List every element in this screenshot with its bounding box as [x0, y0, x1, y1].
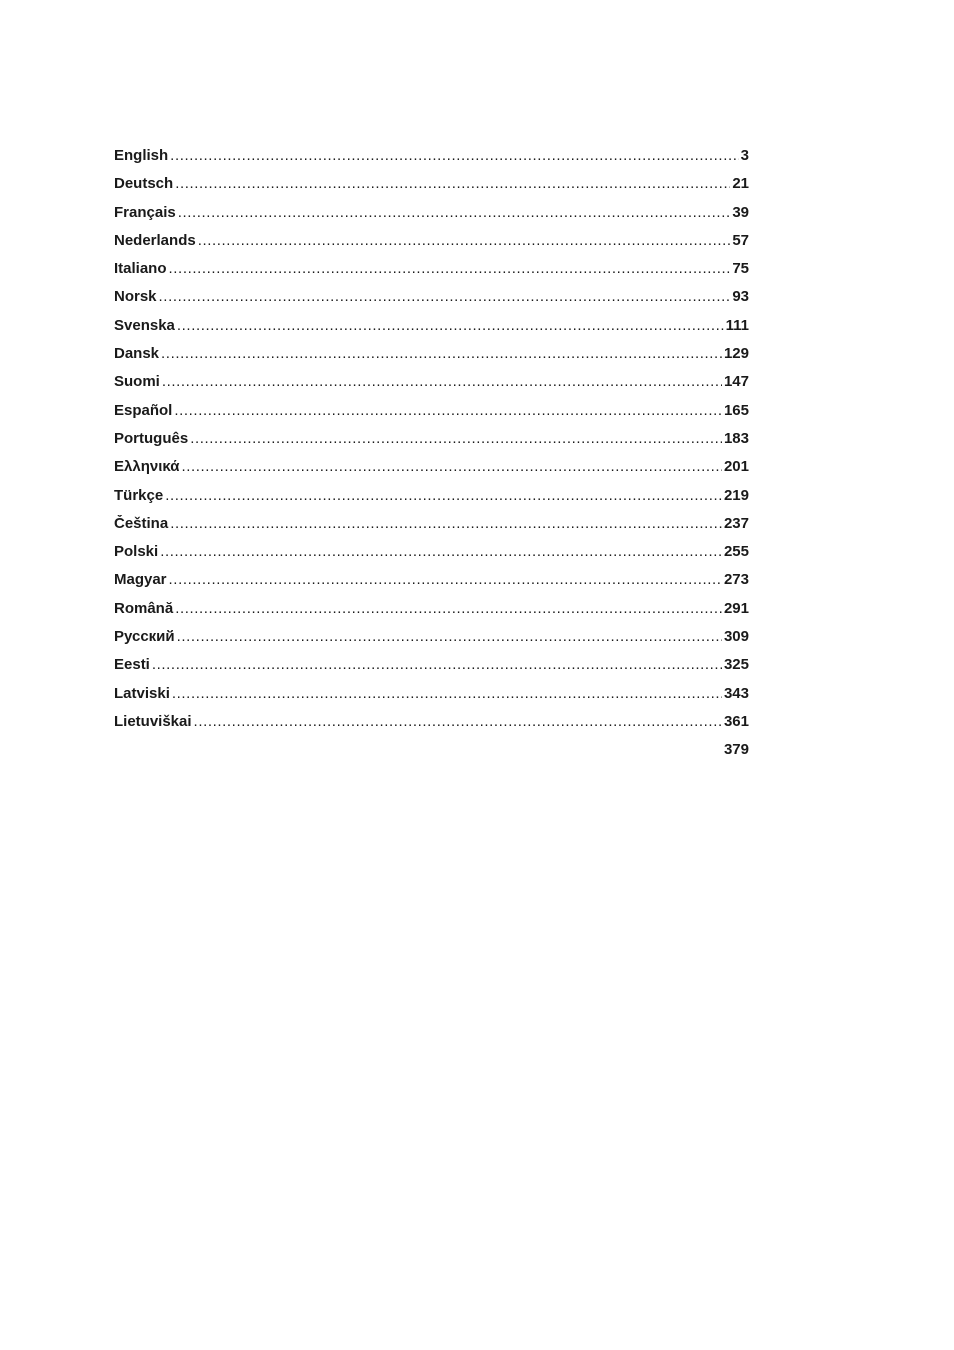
toc-entry-deutsch[interactable]: [114, 175, 749, 203]
toc-entry-page: 237: [723, 514, 749, 532]
toc-entry-page: 219: [723, 486, 749, 504]
toc-entry-page: 325: [723, 656, 749, 674]
toc-entry-page: 147: [723, 373, 749, 391]
toc-entry-label: English: [114, 147, 169, 164]
toc-entry-label: Русский: [114, 628, 175, 646]
toc-leader-dots: [165, 487, 722, 504]
toc-entry-page: 201: [723, 458, 749, 476]
toc-leader-dots: [175, 600, 722, 617]
toc-entry-greek[interactable]: [114, 458, 749, 486]
toc-leader-dots: [160, 543, 722, 560]
toc-entry-label: Suomi: [114, 373, 160, 391]
toc-entry-polski[interactable]: [114, 543, 749, 571]
toc-entry-turkce[interactable]: [114, 487, 749, 515]
toc-entry-label: Lietuviškai: [114, 712, 192, 730]
table-of-contents: [114, 147, 749, 770]
toc-leader-dots: [161, 345, 722, 362]
toc-leader-dots: [175, 175, 730, 192]
toc-entry-english[interactable]: [114, 147, 749, 175]
toc-leader-dots: [169, 571, 722, 588]
toc-entry-label: Français: [114, 203, 176, 221]
toc-entry-francais[interactable]: [114, 204, 749, 232]
toc-leader-dots: [177, 317, 724, 334]
toc-entry-page: 183: [723, 429, 749, 447]
toc-leader-dots: [194, 713, 722, 730]
toc-leader-dots: [159, 288, 731, 305]
toc-entry-label: Svenska: [114, 316, 175, 334]
toc-leader-dots: [181, 458, 722, 475]
toc-leader-dots: [169, 260, 731, 277]
toc-entry-label: Ελληνικά: [114, 458, 180, 476]
toc-entry-page: 129: [723, 345, 749, 363]
toc-leader-dots: [172, 685, 722, 702]
toc-entry-label: Română: [114, 599, 174, 617]
toc-entry-page: 75: [732, 260, 749, 278]
toc-entry-label: Magyar: [114, 571, 167, 589]
toc-entry-label: Nederlands: [114, 231, 196, 249]
toc-entry-page: 3: [740, 147, 749, 164]
toc-entry-cestina[interactable]: [114, 515, 749, 543]
toc-entry-magyar[interactable]: [114, 571, 749, 599]
toc-entry-eesti[interactable]: [114, 656, 749, 684]
toc-entry-romana[interactable]: [114, 600, 749, 628]
toc-entry-label: Dansk: [114, 345, 160, 363]
toc-entry-page: 291: [723, 599, 749, 617]
toc-entry-page: 93: [732, 288, 749, 306]
toc-leader-dots: [178, 204, 731, 221]
toc-entry-norsk[interactable]: [114, 288, 749, 316]
toc-entry-russian[interactable]: [114, 628, 749, 656]
toc-leader-dots: [198, 232, 731, 249]
toc-entry-italiano[interactable]: [114, 260, 749, 288]
toc-leader-dots: [177, 628, 722, 645]
toc-entry-dansk[interactable]: [114, 345, 749, 373]
toc-entry-espanol[interactable]: [114, 402, 749, 430]
toc-entry-portugues[interactable]: [114, 430, 749, 458]
toc-entry-label: Čeština: [114, 514, 169, 532]
toc-entry-label: Eesti: [114, 656, 150, 674]
toc-leader-dots: [174, 402, 722, 419]
toc-entry-page: 57: [732, 231, 749, 249]
toc-leader-dots: [190, 430, 722, 447]
toc-entry-latviski[interactable]: [114, 685, 749, 713]
toc-entry-page: 343: [723, 684, 749, 702]
toc-entry-lietuviskai[interactable]: [114, 713, 749, 741]
toc-entry-nederlands[interactable]: [114, 232, 749, 260]
toc-entry-suomi[interactable]: [114, 373, 749, 401]
toc-entry-page: 165: [723, 401, 749, 419]
toc-entry-page: 111: [725, 316, 749, 334]
toc-entry-label: Polski: [114, 543, 159, 561]
toc-leader-dots: [170, 515, 722, 532]
toc-entry-label: Türkçe: [114, 486, 164, 504]
toc-entry-label: Deutsch: [114, 175, 174, 193]
toc-entry-page: 361: [723, 712, 749, 730]
toc-entry-trailing[interactable]: [114, 741, 749, 769]
toc-entry-label: Português: [114, 429, 189, 447]
toc-entry-svenska[interactable]: [114, 317, 749, 345]
toc-entry-page: 273: [723, 571, 749, 589]
toc-entry-label: Norsk: [114, 288, 157, 306]
toc-entry-page: 309: [723, 628, 749, 646]
toc-entry-label: Latviski: [114, 684, 170, 702]
toc-entry-page: 21: [732, 175, 749, 193]
toc-leader-dots: [152, 656, 722, 673]
toc-entry-label: Español: [114, 401, 173, 419]
toc-entry-label: Italiano: [114, 260, 167, 278]
toc-leader-dots: [162, 373, 722, 390]
toc-entry-page: 39: [732, 203, 749, 221]
toc-entry-page: 379: [723, 741, 749, 759]
toc-entry-page: 255: [723, 543, 749, 561]
toc-leader-dots: [170, 147, 738, 164]
